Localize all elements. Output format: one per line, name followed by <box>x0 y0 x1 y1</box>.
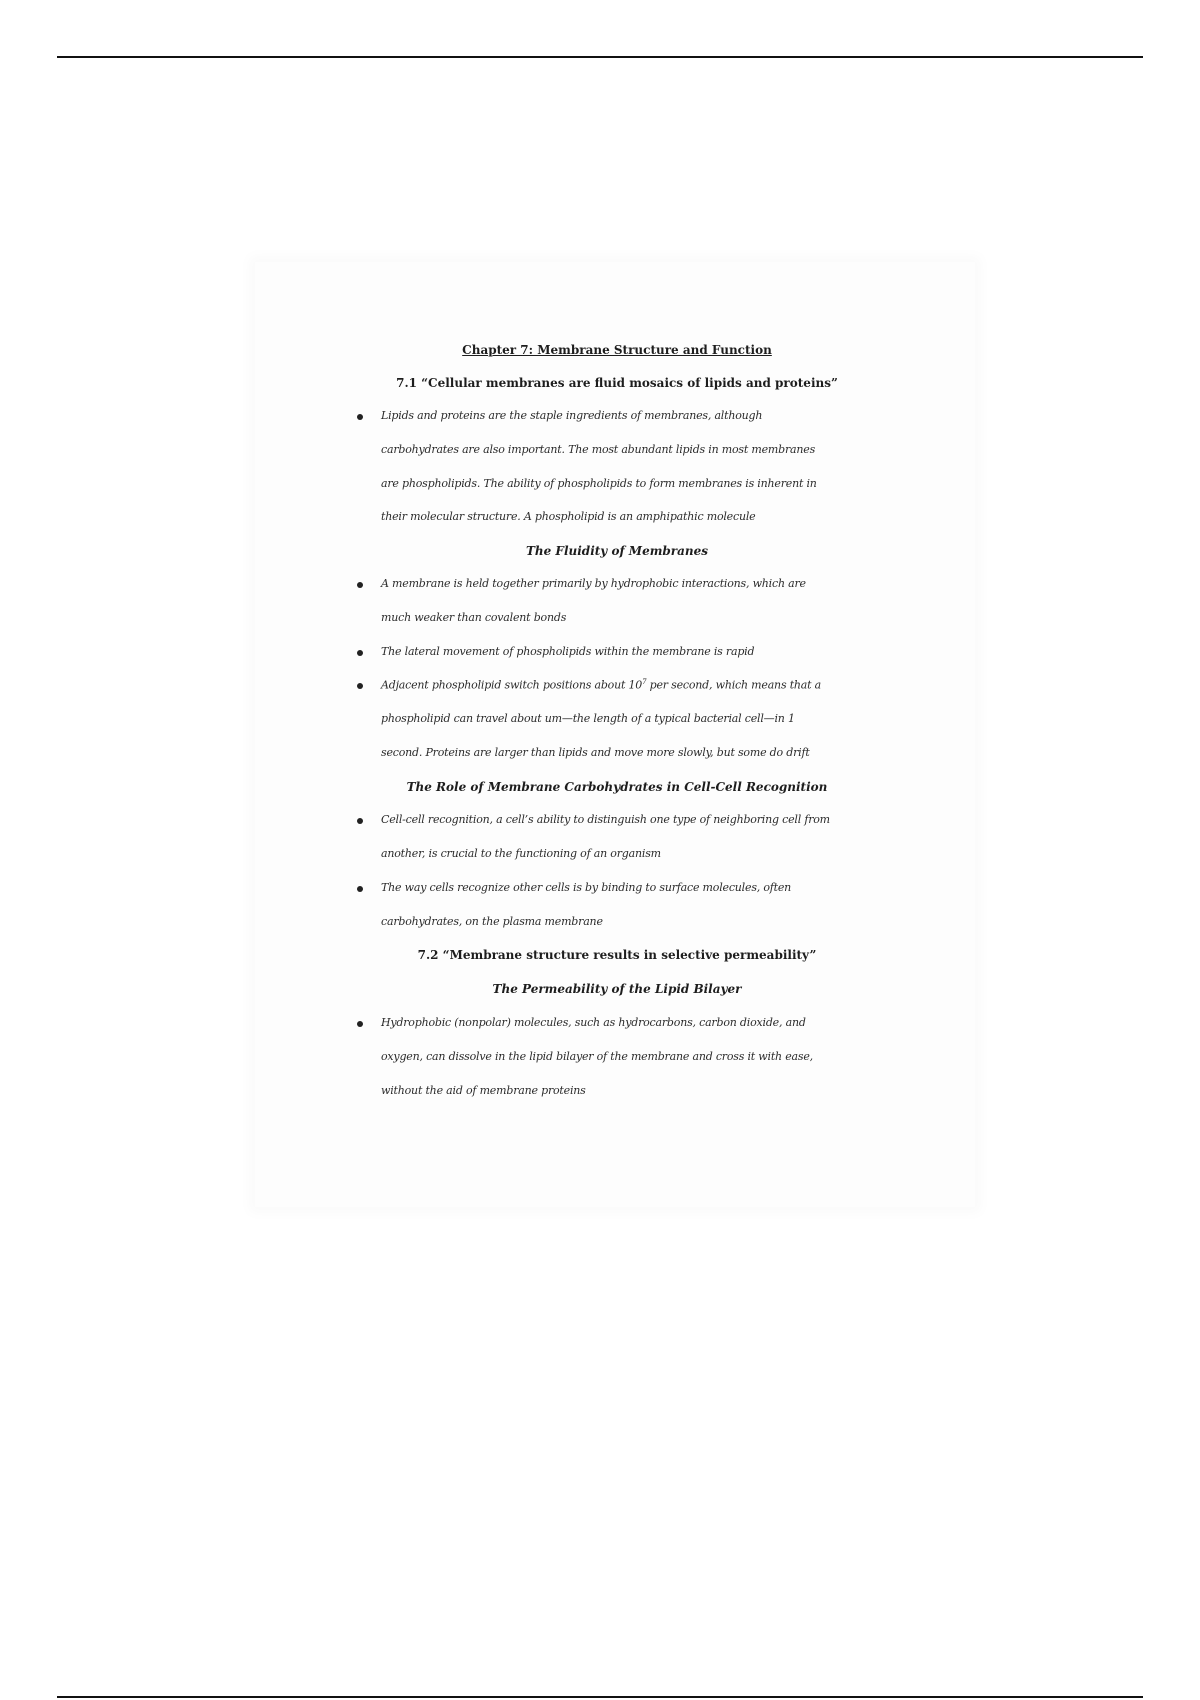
subheading: The Fluidity of Membranes <box>525 544 709 558</box>
chapter-title: Chapter 7: Membrane Structure and Function <box>462 343 772 357</box>
bullet-text: phospholipid can travel about um—the length of a typical bacterial cell—in 1 <box>381 712 795 725</box>
subheading: The Permeability of the Lipid Bilayer <box>492 982 742 996</box>
section-title: 7.1 “Cellular membranes are fluid mosaics of lipids and proteins” <box>396 376 838 390</box>
bullet-dot <box>357 683 363 689</box>
bullet-text: Lipids and proteins are the staple ingredients of membranes, although <box>381 409 763 422</box>
bottom-divider <box>57 1696 1143 1698</box>
bullet-text <box>381 678 881 692</box>
bullet-text: The way cells recognize other cells is by binding to surface molecules, often <box>381 881 792 894</box>
bullet-text: The lateral movement of phospholipids within the membrane is rapid <box>381 645 755 658</box>
bullet-dot <box>357 414 363 420</box>
bullet-text: Cell-cell recognition, a cell’s ability to distinguish one type of neighboring cell from <box>381 813 830 826</box>
bullet-text: their molecular structure. A phospholipid is an amphipathic molecule <box>381 510 756 523</box>
bullet-text: carbohydrates, on the plasma membrane <box>381 915 603 928</box>
bullet-text-part: per second, which means that a <box>646 678 822 692</box>
superscript: 7 <box>642 678 647 686</box>
bullet-dot <box>357 886 363 892</box>
document-image <box>255 262 975 1207</box>
bullet-dot <box>357 650 363 656</box>
bullet-text: second. Proteins are larger than lipids and move more slowly, but some do drift <box>381 746 810 759</box>
section-title: 7.2 “Membrane structure results in selective permeability” <box>417 948 817 962</box>
bullet-text: much weaker than covalent bonds <box>381 611 567 624</box>
bullet-dot <box>357 818 363 824</box>
bullet-text: A membrane is held together primarily by hydrophobic interactions, which are <box>381 577 806 590</box>
bullet-dot <box>357 1021 363 1027</box>
bullet-text: another, is crucial to the functioning of an organism <box>381 847 661 860</box>
bullet-text: carbohydrates are also important. The most abundant lipids in most membranes <box>381 443 816 456</box>
top-divider <box>57 56 1143 58</box>
bullet-text: without the aid of membrane proteins <box>381 1084 586 1097</box>
bullet-dot <box>357 582 363 588</box>
subheading: The Role of Membrane Carbohydrates in Cell-Cell Recognition <box>406 780 828 794</box>
bullet-text: are phospholipids. The ability of phospholipids to form membranes is inherent in <box>381 477 817 490</box>
bullet-text: oxygen, can dissolve in the lipid bilayer of the membrane and cross it with ease, <box>381 1050 813 1063</box>
bullet-text-part: Adjacent phospholipid switch positions about 10 <box>381 678 643 692</box>
bullet-text: Hydrophobic (nonpolar) molecules, such as hydrocarbons, carbon dioxide, and <box>381 1016 806 1029</box>
